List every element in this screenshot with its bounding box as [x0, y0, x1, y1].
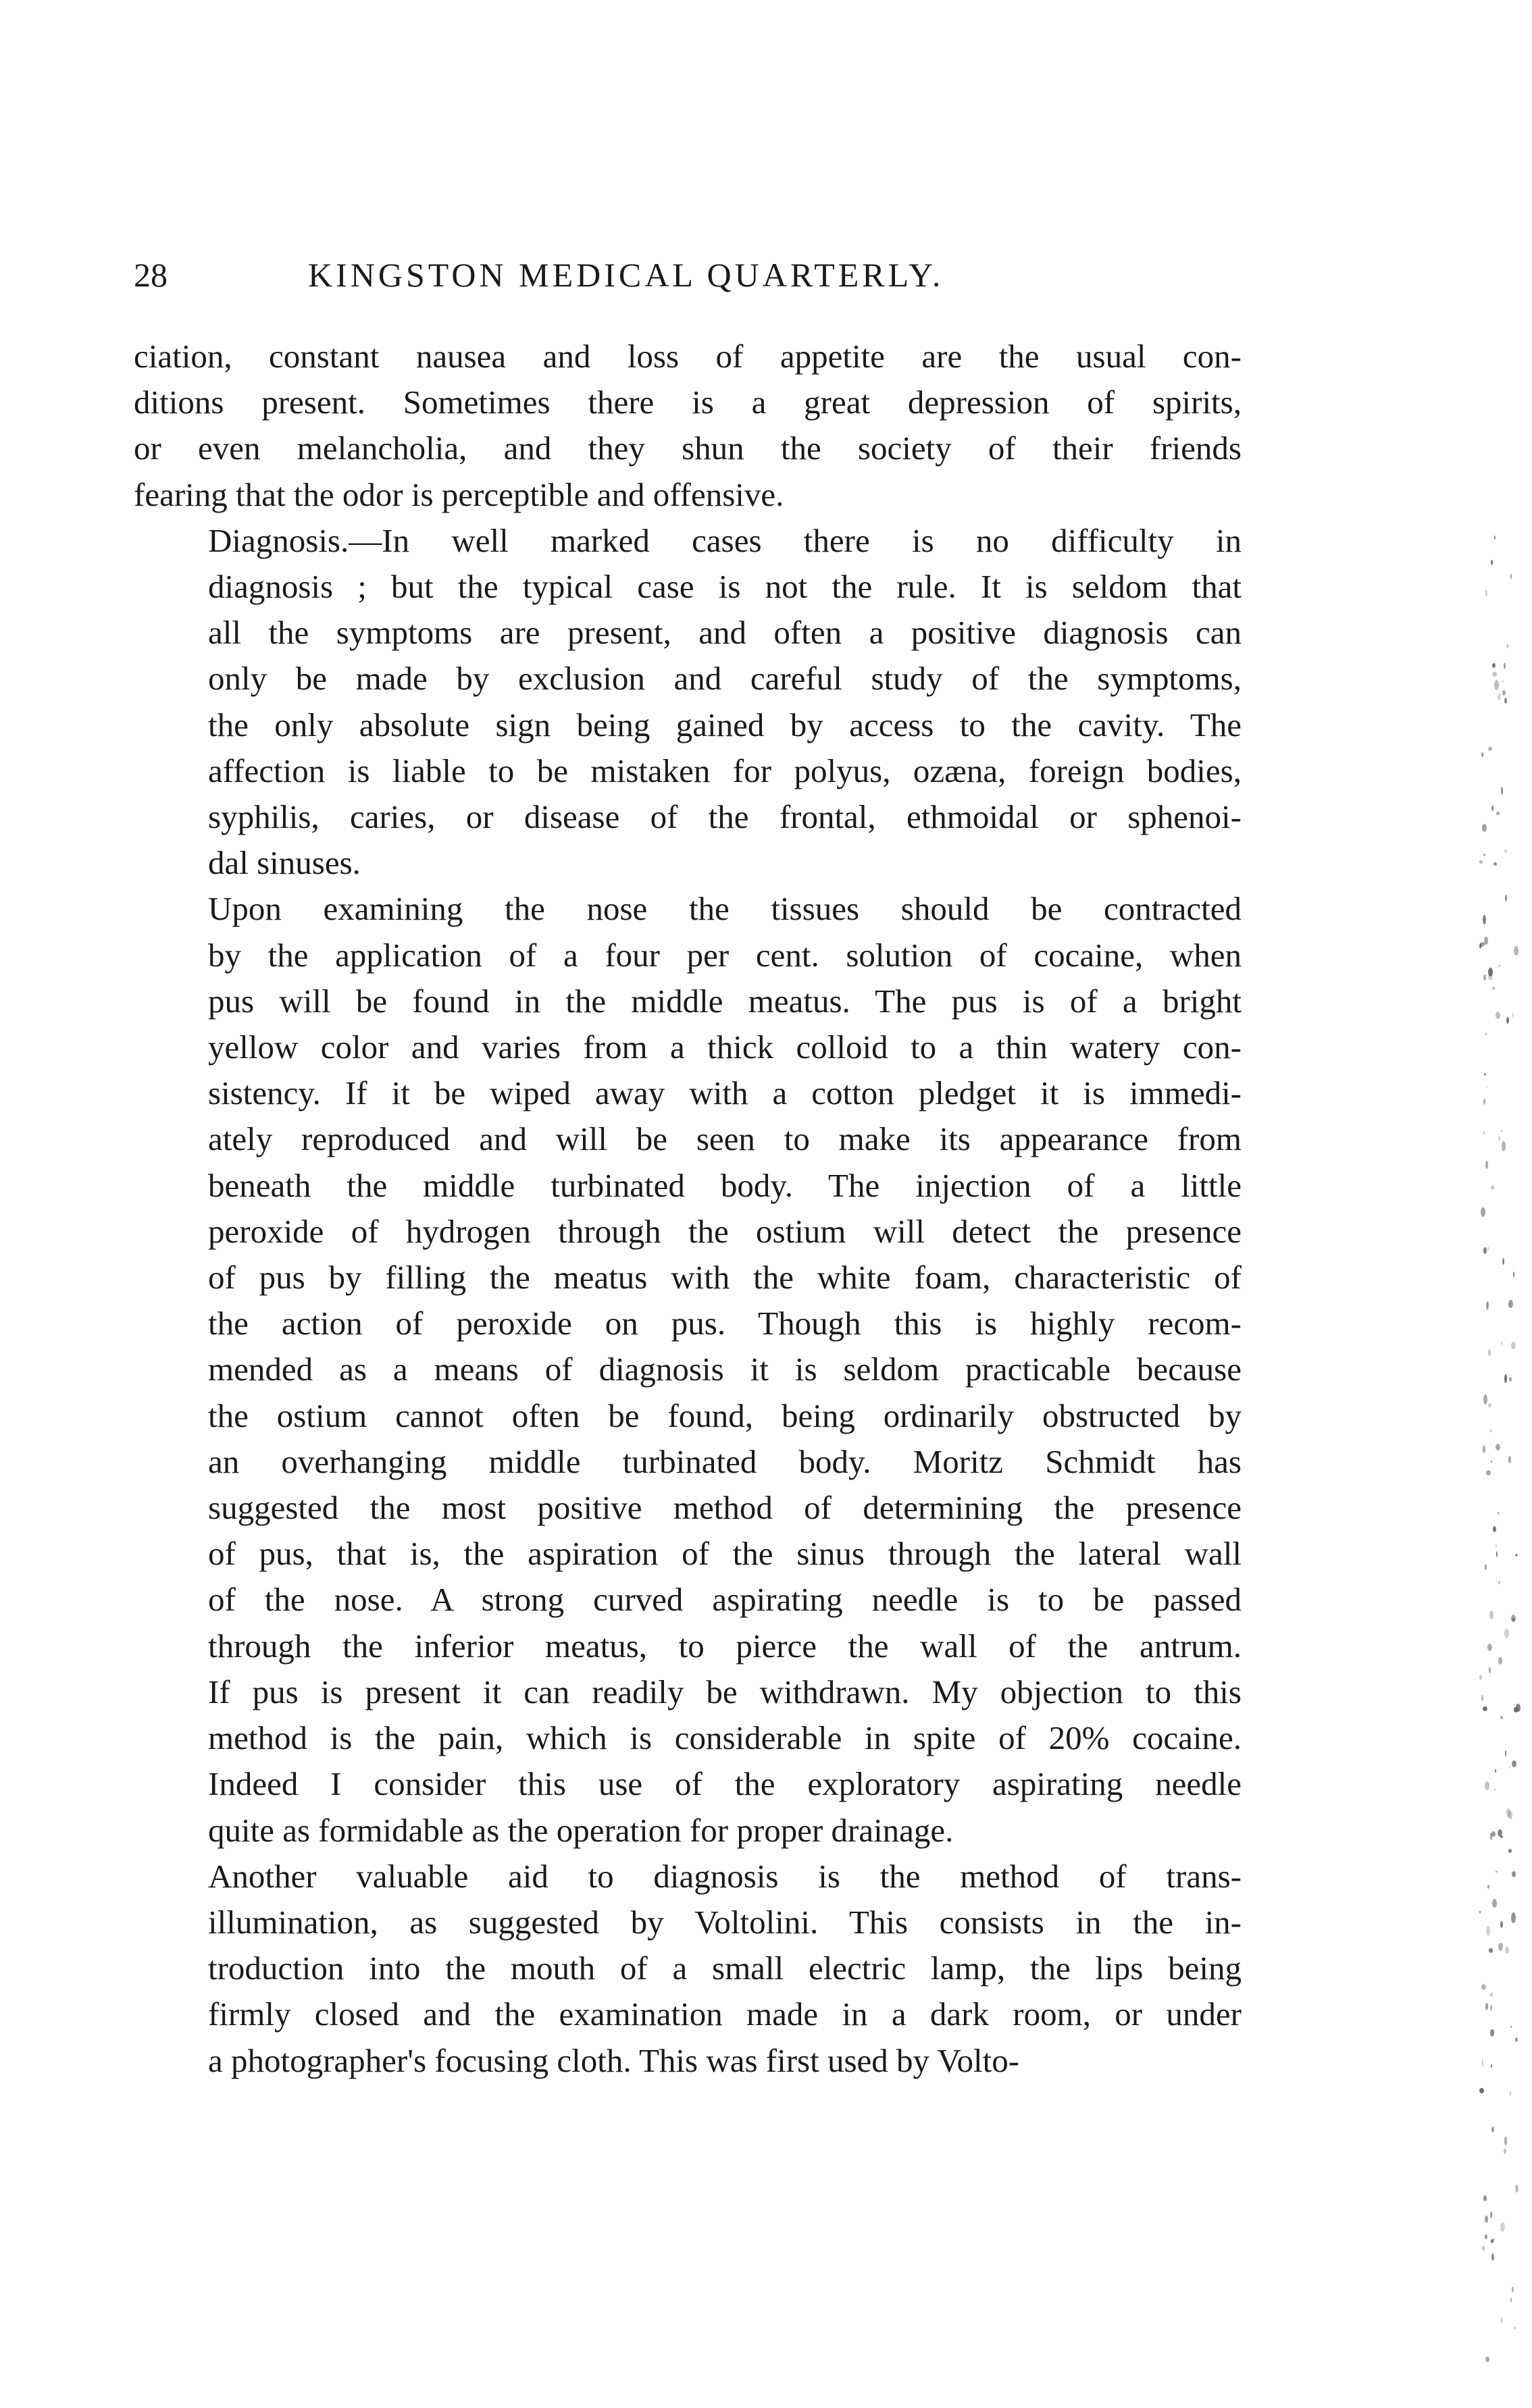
- scan-speck: [1481, 752, 1483, 757]
- scan-speck: [1489, 1948, 1493, 1953]
- scan-speck: [1506, 1017, 1509, 1024]
- scan-speck: [1504, 1629, 1509, 1638]
- scan-speck: [1485, 2003, 1488, 2010]
- scan-speck: [1486, 1301, 1489, 1310]
- scan-speck: [1483, 1394, 1487, 1405]
- scan-speck: [1511, 1342, 1516, 1349]
- scan-speck: [1498, 1136, 1500, 1141]
- scan-speck: [1486, 1087, 1487, 1088]
- page-number: 28: [134, 256, 168, 294]
- text-line: troduction into the mouth of a small electric lamp, the lips being: [208, 1949, 1242, 1987]
- text-line: quite as formidable as the operation for proper drainage.: [208, 1811, 954, 1849]
- scan-speck: [1483, 2195, 1487, 2201]
- scan-speck: [1491, 2253, 1494, 2261]
- text-line: of pus by filling the meatus with the white foam, characteristic of: [208, 1259, 1242, 1297]
- scan-speck: [1485, 2216, 1488, 2223]
- text-line: Indeed I consider this use of the exploratory aspirating needle: [208, 1765, 1242, 1803]
- scan-speck: [1481, 1695, 1483, 1701]
- scan-speck: [1508, 1849, 1512, 1853]
- scan-speck: [1510, 2297, 1512, 2303]
- scan-speck: [1514, 946, 1518, 956]
- text-line: sistency. If it be wiped away with a cotton pledget it is immedi-: [208, 1074, 1242, 1112]
- scan-speck: [1489, 1611, 1493, 1619]
- text-line: method is the pain, which is considerable in spite of 20% cocaine.: [208, 1719, 1242, 1757]
- scan-speck: [1504, 2137, 1507, 2145]
- scan-speck: [1483, 915, 1486, 924]
- scan-speck: [1500, 2222, 1505, 2232]
- scan-speck: [1492, 1899, 1497, 1908]
- scan-speck: [1492, 672, 1497, 677]
- text-line: of pus, that is, the aspiration of the sinus through the lateral wall: [208, 1535, 1242, 1573]
- scan-speck: [1515, 1554, 1518, 1556]
- text-line: dal sinuses.: [208, 844, 361, 882]
- scan-speck: [1485, 1161, 1488, 1169]
- text-line: an overhanging middle turbinated body. Moritz Schmidt has: [208, 1442, 1242, 1480]
- scan-speck: [1483, 854, 1485, 856]
- scan-speck: [1502, 1141, 1506, 1151]
- scan-speck: [1486, 1926, 1490, 1936]
- scan-speck: [1495, 1769, 1496, 1773]
- text-line: beneath the middle turbinated body. The injection of a little: [208, 1166, 1242, 1204]
- scan-speck: [1481, 1984, 1486, 1990]
- scan-speck: [1488, 1403, 1491, 1407]
- scan-speck: [1494, 535, 1496, 540]
- scan-speck: [1501, 2318, 1502, 2324]
- text-line: yellow color and varies from a thick colloid to a thin watery con-: [208, 1028, 1242, 1066]
- scan-speck: [1501, 1342, 1502, 1345]
- text-line: Upon examining the nose the tissues should be contracted: [208, 890, 1242, 928]
- paragraph: [134, 886, 1242, 1853]
- scan-speck: [1505, 895, 1507, 901]
- scan-speck: [1509, 1377, 1512, 1382]
- scan-speck: [1485, 1781, 1489, 1790]
- scan-speck: [1511, 1615, 1516, 1622]
- scan-speck: [1501, 787, 1503, 795]
- scan-speck: [1482, 2246, 1485, 2251]
- scan-speck: [1484, 1073, 1486, 1076]
- scan-speck: [1498, 1581, 1500, 1584]
- scan-speck: [1494, 1789, 1496, 1790]
- text-line: diagnosis ; but the typical case is not the rule. It is seldom that: [208, 568, 1242, 606]
- scan-speck: [1505, 1947, 1509, 1954]
- scan-speck: [1487, 1247, 1489, 1251]
- scan-speck: [1494, 680, 1499, 690]
- journal-title: KINGSTON MEDICAL QUARTERLY.: [308, 256, 944, 294]
- text-line: pus will be found in the middle meatus. The pus is of a bright: [208, 982, 1242, 1020]
- scan-speck: [1483, 1131, 1485, 1134]
- scan-speck: [1485, 2234, 1487, 2239]
- scan-speck: [1514, 1707, 1518, 1712]
- scan-speck: [1496, 1551, 1498, 1557]
- paragraph: [134, 1854, 1242, 2084]
- scan-speck: [1496, 1012, 1500, 1019]
- scan-speck: [1490, 2005, 1492, 2011]
- scan-speck: [1493, 862, 1497, 866]
- scan-speck: [1504, 1374, 1507, 1383]
- text-line: the ostium cannot often be found, being ordinarily obstructed by: [208, 1396, 1242, 1434]
- scan-speck: [1488, 968, 1493, 976]
- scan-speck: [1479, 860, 1483, 864]
- scan-speck: [1510, 2026, 1512, 2028]
- scan-speck: [1490, 2029, 1494, 2037]
- scan-speck: [1498, 1657, 1502, 1665]
- scan-speck: [1514, 2327, 1516, 2329]
- scan-speck: [1483, 1706, 1487, 1711]
- scan-speck: [1479, 943, 1481, 949]
- text-line: the only absolute sign being gained by access to the cavity. The: [208, 706, 1242, 743]
- scan-speck: [1512, 1871, 1516, 1877]
- scan-speck: [1496, 1870, 1498, 1873]
- scan-speck: [1498, 693, 1501, 700]
- scan-speck: [1491, 2126, 1494, 2132]
- text-line: fearing that the odor is perceptible and offensive.: [134, 475, 784, 513]
- scan-speck: [1493, 1526, 1496, 1532]
- scan-speck: [1510, 2091, 1511, 2096]
- scan-speck: [1489, 1430, 1492, 1432]
- text-line: or even melancholia, and they shun the society of their friends: [134, 429, 1242, 467]
- scan-speck: [1500, 1835, 1503, 1838]
- scan-speck: [1487, 1644, 1492, 1651]
- text-line: mended as a means of diagnosis it is seldom practicable because: [208, 1351, 1242, 1388]
- text-line: through the inferior meatus, to pierce the wall of the antrum.: [208, 1627, 1242, 1665]
- scan-speck: [1488, 747, 1492, 751]
- scan-speck: [1500, 1716, 1503, 1719]
- scan-speck: [1490, 1993, 1493, 1997]
- scan-speck: [1479, 2088, 1484, 2093]
- scan-speck: [1507, 644, 1508, 648]
- scan-speck: [1498, 964, 1501, 967]
- scan-speck: [1485, 1564, 1487, 1570]
- text-line: peroxide of hydrogen through the ostium will detect the presence: [208, 1212, 1242, 1250]
- scan-speck: [1506, 1808, 1510, 1817]
- text-line: all the symptoms are present, and often a positive diagnosis can: [208, 614, 1242, 652]
- text-line: ciation, constant nausea and loss of appetite are the usual con-: [134, 338, 1242, 375]
- scan-speck: [1489, 1667, 1491, 1673]
- text-line: a photographer's focusing cloth. This was first used by Volto-: [208, 2041, 1020, 2079]
- scan-speck: [1496, 1544, 1497, 1548]
- scan-speck: [1492, 663, 1496, 668]
- scan-speck: [1510, 573, 1512, 579]
- scan-speck: [1490, 2211, 1492, 2218]
- scan-speck: [1504, 2149, 1506, 2154]
- scan-speck: [1501, 1130, 1502, 1132]
- scan-speck: [1485, 590, 1487, 597]
- text-line: syphilis, caries, or disease of the frontal, ethmoidal or sphenoi-: [208, 798, 1242, 836]
- scan-speck: [1482, 824, 1487, 832]
- text-line: ditions present. Sometimes there is a great depression of spirits,: [134, 384, 1242, 421]
- scan-speck: [1505, 1750, 1506, 1756]
- scan-speck: [1513, 1272, 1514, 1278]
- scan-speck: [1483, 1445, 1485, 1453]
- scan-speck: [1491, 1186, 1494, 1189]
- text-line: affection is liable to be mistaken for polyus, ozæna, foreign bodies,: [208, 752, 1242, 789]
- scan-speck: [1502, 1258, 1504, 1265]
- scan-speck: [1496, 1444, 1500, 1450]
- text-line: firmly closed and the examination made in a dark room, or under: [208, 1995, 1242, 2033]
- scan-speck: [1491, 2239, 1493, 2243]
- text-line: suggested the most positive method of determining the presence: [208, 1489, 1242, 1527]
- scan-speck: [1496, 812, 1500, 815]
- scan-speck: [1504, 849, 1507, 853]
- scan-speck: [1508, 1456, 1511, 1463]
- scan-speck: [1479, 1675, 1482, 1680]
- scan-speck: [1504, 662, 1506, 669]
- scan-speck: [1481, 1207, 1485, 1217]
- scan-speck: [1483, 1099, 1485, 1105]
- scan-speck: [1479, 1911, 1481, 1913]
- scan-speck: [1512, 1012, 1514, 1018]
- text-line: If pus is present it can readily be withdrawn. My objection to this: [208, 1673, 1242, 1710]
- scan-speck: [1483, 1247, 1487, 1254]
- scan-speck: [1492, 987, 1495, 990]
- scan-speck: [1483, 974, 1486, 980]
- scan-speck: [1490, 1833, 1492, 1840]
- text-line: ately reproduced and will be seen to make its appearance from: [208, 1120, 1242, 1158]
- paragraph: [134, 518, 1242, 887]
- scan-speck: [1487, 1885, 1489, 1889]
- body-text: [134, 334, 1242, 2084]
- paragraph: [134, 334, 1242, 518]
- scan-speck: [1488, 1349, 1491, 1356]
- scan-edge-specks: [1479, 520, 1520, 2397]
- scan-speck: [1485, 1033, 1487, 1035]
- running-head: [134, 251, 1242, 298]
- scan-speck: [1512, 1760, 1516, 1767]
- text-line: only be made by exclusion and careful study of the symptoms,: [208, 660, 1242, 698]
- scan-speck: [1502, 681, 1504, 682]
- scan-speck: [1502, 690, 1506, 696]
- scan-speck: [1482, 2059, 1483, 2066]
- scan-speck: [1509, 1766, 1510, 1769]
- scan-speck: [1491, 806, 1493, 811]
- text-line: illumination, as suggested by Voltolini. This consists in the in-: [208, 1903, 1242, 1941]
- scan-speck: [1515, 2184, 1518, 2193]
- scan-speck: [1512, 2286, 1514, 2293]
- scan-speck: [1515, 2037, 1518, 2042]
- scan-speck: [1511, 1912, 1516, 1923]
- scan-speck: [1504, 698, 1507, 704]
- scan-speck: [1498, 1512, 1499, 1515]
- text-line: Diagnosis.—In well marked cases there is no difficulty in: [208, 521, 1242, 559]
- scan-speck: [1491, 1461, 1492, 1463]
- scan-speck: [1508, 1300, 1513, 1308]
- text-line: the action of peroxide on pus. Though this is highly recom-: [208, 1305, 1242, 1342]
- text-line: Another valuable aid to diagnosis is the method of trans-: [208, 1857, 1242, 1895]
- scan-speck: [1486, 1470, 1491, 1475]
- scan-speck: [1491, 2064, 1492, 2068]
- text-line: by the application of a four per cent. solution of cocaine, when: [208, 936, 1242, 974]
- scan-speck: [1500, 1921, 1503, 1928]
- scan-speck: [1485, 2357, 1489, 2362]
- scan-speck: [1491, 560, 1493, 565]
- text-line: of the nose. A strong curved aspirating needle is to be passed: [208, 1581, 1242, 1619]
- scan-speck: [1498, 1943, 1503, 1951]
